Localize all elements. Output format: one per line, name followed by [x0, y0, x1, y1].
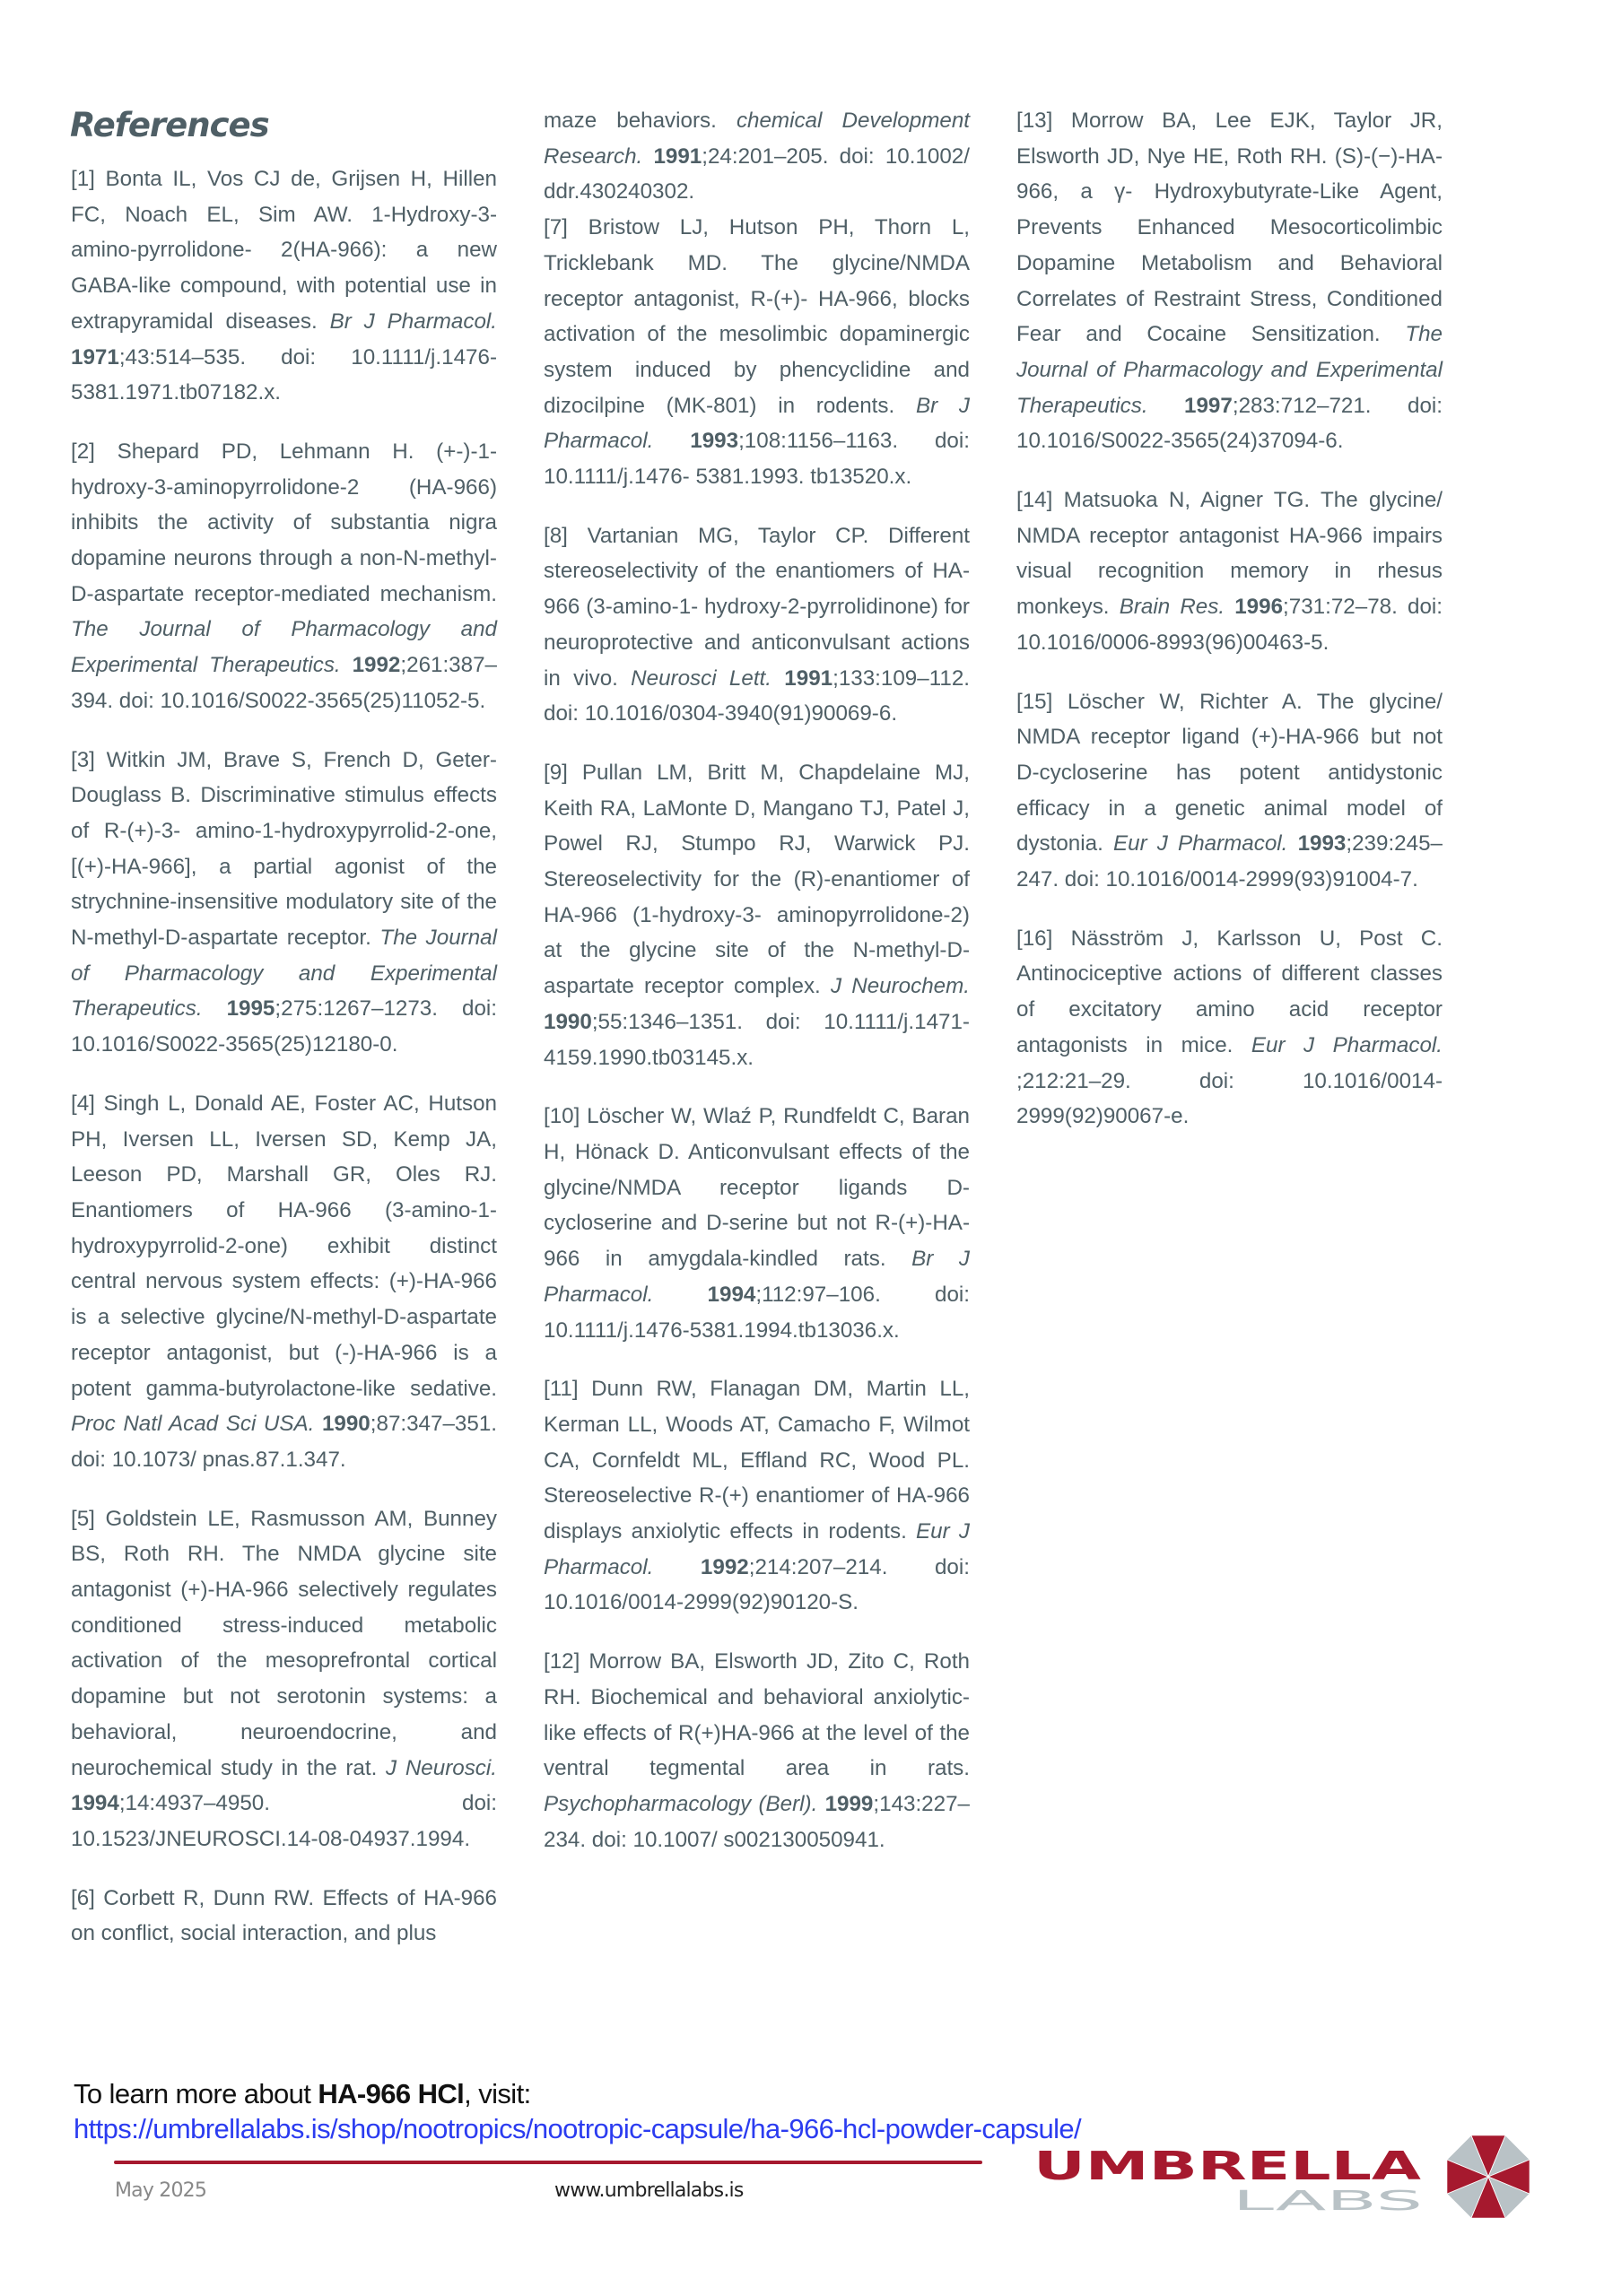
umbrella-logo-icon	[1442, 2130, 1535, 2223]
ref-citation: ;55:1346–1351. doi: 10.1111/j.1471-4159.1990.tb03145.x.	[544, 1009, 970, 1070]
reference-item-8	[544, 518, 970, 732]
ref-journal: The Journal of Pharmacology and Experimental Therapeutics.	[1016, 322, 1443, 418]
ref-citation: ;87:347–351. doi: 10.1073/ pnas.87.1.347.	[71, 1412, 497, 1472]
ref-year: 1995	[226, 996, 275, 1022]
ref-journal: The Journal of Pharmacology and Experimental Therapeutics.	[71, 617, 497, 678]
ref-text: Löscher W, Richter A. The glycine/ NMDA receptor ligand (+)-HA-966 but not D-cycloserine has potent antidystonic efficacy in a genetic animal model of dystonia.	[1016, 689, 1443, 857]
reference-item-3	[71, 743, 497, 1063]
ref-text: Näsström J, Karlsson U, Post C. Antinociceptive actions of different classes of excitatory amino acid receptor antagonists in mice.	[1016, 926, 1443, 1057]
ref-journal: J Neurosci.	[386, 1755, 497, 1780]
references-column-3	[1016, 103, 1443, 1158]
page-title: References	[70, 106, 269, 144]
ref-year: 1996	[1234, 595, 1284, 620]
reference-item-10	[544, 1099, 970, 1348]
ref-number: [10]	[544, 1104, 580, 1129]
reference-item-6-continued	[544, 103, 970, 210]
reference-item-14	[1016, 483, 1443, 661]
ref-journal: Eur J Pharmacol.	[1251, 1032, 1443, 1057]
ref-citation: ;283:712–721. doi: 10.1016/S0022-3565(24)37094-6.	[1016, 393, 1443, 454]
ref-text: Vartanian MG, Taylor CP. Different stereoselectivity of the enantiomers of HA-966 (3-amino-1- hydroxy-2-pyrrolidinone) for neuroprotective and anticonvulsant actions in vivo.	[544, 523, 970, 691]
ref-journal: chemical Development Research.	[544, 109, 970, 169]
learn-more-prefix: To learn more about	[74, 2078, 318, 2109]
ref-text: Goldstein LE, Rasmusson AM, Bunney BS, Roth RH. The NMDA glycine site antagonist (+)-HA-966 selectively regulates conditioned stress-induced metabolic activation of the mesoprefrontal cortical dopamine but not serotonin systems: a behavioral, neuroendocrine, and neurochemical study in the rat.	[71, 1506, 497, 1780]
ref-number: [1]	[71, 167, 95, 191]
ref-journal: Psychopharmacology (Berl).	[544, 1791, 818, 1816]
ref-number: [12]	[544, 1649, 580, 1674]
ref-year: 1993	[690, 429, 739, 454]
ref-citation: ;261:387–394. doi: 10.1016/S0022-3565(25)11052-5.	[71, 653, 497, 713]
ref-citation: ;43:514–535. doi: 10.1111/j.1476-5381.1971.tb07182.x.	[71, 344, 497, 405]
reference-item-7	[544, 210, 970, 495]
reference-item-4	[71, 1086, 497, 1478]
ref-year: 1992	[700, 1554, 749, 1579]
umbrella-wordmark-logo	[1032, 2147, 1426, 2185]
references-column-1	[71, 161, 497, 1952]
ref-number: [8]	[544, 523, 568, 548]
ref-text: Witkin JM, Brave S, French D, Geter-Douglass B. Discriminative stimulus effects of R-(+)-3- amino-1-hydroxypyrrolid-2-one, [(+)-HA-966], a partial agonist of the strychnine-insensitive modulatory site of the N-methyl-D-aspartate receptor.	[71, 747, 497, 951]
ref-year: 1991	[784, 665, 833, 691]
reference-item-5	[71, 1501, 497, 1857]
reference-item-6-start	[71, 1881, 497, 1952]
ref-text: maze behaviors.	[544, 109, 737, 133]
ref-journal: Proc Natl Acad Sci USA.	[71, 1412, 315, 1437]
ref-journal: The Journal of Pharmacology and Experimental Therapeutics.	[71, 926, 497, 1022]
learn-more-suffix: , visit:	[464, 2078, 531, 2109]
ref-citation: ;275:1267–1273. doi: 10.1016/S0022-3565(25)12180-0.	[71, 996, 497, 1057]
reference-item-15	[1016, 684, 1443, 898]
logo-word-text: UMBRELLA	[1033, 2147, 1421, 2185]
ref-year: 1993	[1297, 831, 1347, 857]
ref-citation: ;112:97–106. doi: 10.1111/j.1476-5381.1994.tb13036.x.	[544, 1282, 970, 1343]
ref-citation: ;731:72–78. doi: 10.1016/0006-8993(96)00463-5.	[1016, 595, 1443, 655]
ref-text: Morrow BA, Elsworth JD, Zito C, Roth RH. Biochemical and behavioral anxiolytic-like effects of R(+)HA-966 at the level of the ventral tegmental area in rats.	[544, 1649, 970, 1781]
ref-number: [16]	[1016, 926, 1053, 951]
ref-journal: Eur J Pharmacol.	[544, 1519, 970, 1579]
ref-journal: Br J Pharmacol.	[544, 1247, 970, 1307]
references-column-2	[544, 103, 970, 1881]
ref-citation: ;14:4937–4950. doi: 10.1523/JNEUROSCI.14-08-04937.1994.	[71, 1791, 497, 1851]
ref-journal: Brain Res.	[1119, 595, 1225, 620]
ref-number: [6]	[71, 1885, 95, 1910]
reference-item-1	[71, 161, 497, 411]
ref-number: [5]	[71, 1506, 95, 1531]
reference-item-11	[544, 1371, 970, 1621]
ref-citation: ;214:207–214. doi: 10.1016/0014-2999(92)90120-S.	[544, 1554, 970, 1615]
reference-item-12	[544, 1644, 970, 1857]
learn-more-text	[74, 2078, 531, 2110]
ref-citation: ;24:201–205. doi: 10.1002/ ddr.430240302.	[544, 144, 970, 204]
ref-year: 1991	[653, 144, 702, 169]
ref-number: [4]	[71, 1091, 95, 1116]
footer-date: May 2025	[115, 2179, 207, 2202]
ref-number: [13]	[1016, 109, 1053, 133]
ref-text: Löscher W, Wlaź P, Rundfeldt C, Baran H, Hönack D. Anticonvulsant effects of the glycine/NMDA receptor ligands D-cycloserine and D-serine but not R-(+)-HA-966 in amygdala-kindled rats.	[544, 1104, 970, 1272]
product-name: HA-966 HCl	[318, 2078, 465, 2109]
ref-text: Shepard PD, Lehmann H. (+-)-1-hydroxy-3-aminopyrrolidone-2 (HA-966) inhibits the activity of substantia nigra dopamine neurons through a non-N-methyl-D-aspartate receptor-mediated mechanism.	[71, 439, 497, 606]
ref-text: Dunn RW, Flanagan DM, Martin LL, Kerman LL, Woods AT, Camacho F, Wilmot CA, Cornfeldt ML, Effland RC, Wood PL. Stereoselective R-(+) enantiomer of HA-966 displays anxiolytic effects in rodents.	[544, 1377, 970, 1544]
ref-journal: Br J Pharmacol.	[329, 309, 497, 334]
ref-citation: ;143:227–234. doi: 10.1007/ s002130050941.	[544, 1791, 970, 1852]
ref-journal: Br J Pharmacol.	[544, 393, 970, 454]
ref-year: 1990	[544, 1009, 592, 1034]
ref-year: 1997	[1184, 393, 1233, 418]
ref-text: Bristow LJ, Hutson PH, Thorn L, Tricklebank MD. The glycine/NMDA receptor antagonist, R-(+)- HA-966, blocks activation of the mesolimbic dopaminergic system induced by phencyclidine and dizocilpine (MK-801) in rodents.	[544, 215, 970, 418]
labs-wordmark-logo	[1231, 2186, 1426, 2213]
ref-year: 1971	[71, 344, 119, 370]
ref-citation: ;108:1156–1163. doi: 10.1111/j.1476- 5381.1993. tb13520.x.	[544, 429, 970, 490]
ref-number: [11]	[544, 1377, 579, 1402]
footer-divider	[114, 2161, 982, 2164]
ref-year: 1994	[707, 1282, 756, 1307]
ref-number: [7]	[544, 215, 568, 240]
ref-text: Bonta IL, Vos CJ de, Grijsen H, Hillen FC, Noach EL, Sim AW. 1-Hydroxy-3-amino-pyrrolidone- 2(HA-966): a new GABA-like compound, with potential use in extrapyramidal diseases.	[71, 167, 497, 334]
ref-citation: ;212:21–29. doi: 10.1016/0014-2999(92)90067-e.	[1016, 1068, 1443, 1129]
reference-item-9	[544, 755, 970, 1075]
logo-sub-text: LABS	[1233, 2186, 1423, 2213]
ref-number: [9]	[544, 760, 568, 785]
reference-item-16	[1016, 921, 1443, 1135]
ref-journal: Eur J Pharmacol.	[1112, 831, 1288, 857]
ref-year: 1994	[71, 1791, 119, 1816]
ref-number: [15]	[1016, 689, 1053, 714]
ref-text: Corbett R, Dunn RW. Effects of HA-966 on conflict, social interaction, and plus	[71, 1885, 497, 1946]
reference-item-13	[1016, 103, 1443, 459]
ref-journal: J Neurochem.	[830, 974, 971, 999]
ref-year: 1992	[352, 653, 401, 678]
ref-number: [3]	[71, 747, 95, 772]
ref-text: Matsuoka N, Aigner TG. The glycine/ NMDA receptor antagonist HA-966 impairs visual recognition memory in rhesus monkeys.	[1016, 488, 1443, 620]
ref-year: 1990	[321, 1412, 370, 1437]
product-link[interactable]: https://umbrellalabs.is/shop/nootropics/nootropic-capsule/ha-966-hcl-powder-capsule/	[74, 2113, 1082, 2144]
ref-text: Pullan LM, Britt M, Chapdelaine MJ, Keith RA, LaMonte D, Mangano TJ, Patel J, Powel RJ, Stumpo RJ, Warwick PJ. Stereoselectivity for the (R)-enantiomer of HA-966 (1-hydroxy-3- aminopyrrolidone-2) at the glycine site of the N-methyl-D-aspartate receptor complex.	[544, 760, 970, 999]
ref-citation: ;239:245–247. doi: 10.1016/0014-2999(93)91004-7.	[1016, 831, 1443, 892]
ref-citation: ;133:109–112. doi: 10.1016/0304-3940(91)90069-6.	[544, 665, 970, 726]
ref-number: [2]	[71, 439, 95, 464]
reference-item-2	[71, 434, 497, 719]
ref-number: [14]	[1016, 488, 1053, 513]
ref-text: Singh L, Donald AE, Foster AC, Hutson PH, Iversen LL, Iversen SD, Kemp JA, Leeson PD, Marshall GR, Oles RJ. Enantiomers of HA-966 (3-amino-1-hydroxypyrrolid-2-one) exhibit distinct central nervous system effects: (+)-HA-966 is a selective glycine/N-methyl-D-aspartate receptor antagonist, but (-)-HA-966 is a potent gamma-butyrolactone-like sedative.	[71, 1091, 497, 1401]
footer-website[interactable]: www.umbrellalabs.is	[554, 2179, 744, 2202]
ref-text: Morrow BA, Lee EJK, Taylor JR, Elsworth JD, Nye HE, Roth RH. (S)-(−)-HA-966, a γ- Hydroxybutyrate-Like Agent, Prevents Enhanced Mesocorticolimbic Dopamine Metabolism and Behavioral Correlates of Restraint Stress, Conditioned Fear and Cocaine Sensitization.	[1016, 109, 1443, 347]
ref-journal: Neurosci Lett.	[631, 665, 771, 691]
ref-year: 1999	[824, 1791, 874, 1816]
